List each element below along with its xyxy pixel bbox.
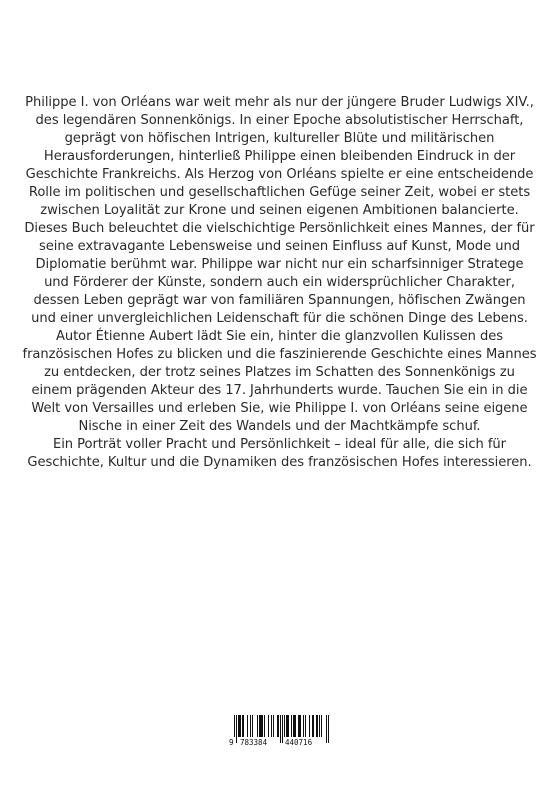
- barcode-bar: [299, 715, 300, 737]
- barcode-bar: [303, 715, 304, 737]
- barcode-bar: [277, 715, 278, 737]
- barcode-bar: [238, 715, 239, 737]
- barcode-bar: [261, 715, 262, 737]
- barcode-bar: [309, 715, 310, 737]
- barcode-bar: [268, 715, 269, 737]
- barcode-bar: [293, 715, 294, 737]
- barcode-bar: [240, 715, 241, 737]
- barcode-bar: [298, 715, 299, 737]
- barcode-bar: [291, 715, 292, 737]
- barcode-bar: [259, 715, 260, 737]
- barcode-bar: [295, 715, 296, 737]
- barcode-bar: [300, 715, 301, 737]
- blurb-paragraph-closing: Ein Porträt voller Pracht und Persönlichkeit – ideal für alle, die sich für Geschichte, Kultur und die Dynamiken des französischen Hofes interessieren.: [27, 437, 532, 470]
- barcode-digits: [228, 737, 331, 748]
- back-cover-blurb: [22, 94, 537, 472]
- barcode-bar: [284, 715, 285, 737]
- barcode-bar: [288, 715, 289, 737]
- barcode-bar: [273, 715, 274, 737]
- barcode-bar: [319, 715, 320, 737]
- barcode-bar: [287, 715, 288, 737]
- barcode-bar: [321, 715, 322, 737]
- barcode-bar: [252, 715, 253, 737]
- barcode-right-group: 440716: [285, 738, 313, 747]
- barcode-bar: [239, 715, 240, 737]
- barcode-bar: [264, 715, 265, 737]
- barcode-bar: [286, 715, 287, 737]
- barcode-bar: [243, 715, 244, 737]
- blurb-paragraph-author: Autor Étienne Aubert lädt Sie ein, hinter die glanzvollen Kulissen des französischen Hofes zu blicken und die faszinierende Geschichte eines Mannes zu entdecken, der trotz seines Platzes im Schatten des Sonnenkönigs zu einem prägenden Akteur des 17. Jahrhunderts wurde. Tauchen Sie ein in die Welt von Versailles und erleben Sie, wie Philippe I. von Orléans seine eigene Nische in einer Zeit des Wandels und der Machtkämpfe schuf.: [22, 329, 537, 434]
- barcode-lead-digit: 9: [229, 738, 234, 747]
- barcode-bar: [305, 715, 306, 737]
- barcode-bar: [247, 715, 248, 737]
- blurb-paragraph-intro: Philippe I. von Orléans war weit mehr als nur der jüngere Bruder Ludwigs XIV., des legendären Sonnenkönigs. In einer Epoche absolutistischer Herrschaft, geprägt von höfischen Intrigen, kultureller Blüte und militärischen Herausforderungen, hinterließ Philippe einen bleibenden Eindruck in der Geschichte Frankreichs. Als Herzog von Orléans spielte er eine entscheidende Rolle im politischen und gesellschaftlichen Gefüge seiner Zeit, wobei er stets zwischen Loyalität zur Krone und seinen eigenen Ambitionen balancierte. Dieses Buch beleuchtet die vielschichtige Persönlichkeit eines Mannes, der für seine extravagante Lebensweise und seinen Einfluss auf Kunst, Mode und Diplomatie berühmt war. Philippe war nicht nur ein scharfsinniger Stratege und Förderer der Künste, sondern auch ein widersprüchlicher Charakter, dessen Leben geprägt war von familiären Spannungen, höfischen Zwängen und einer unvergleichlichen Leidenschaft für die schönen Dinge des Lebens.: [24, 95, 535, 326]
- barcode-bar: [262, 715, 263, 737]
- barcode-bar: [312, 715, 313, 737]
- barcode-bar: [271, 715, 272, 737]
- barcode-bar: [250, 715, 251, 737]
- barcode-bar: [294, 715, 295, 737]
- barcode-bar: [260, 715, 261, 737]
- barcode-bar: [242, 715, 243, 737]
- isbn-barcode: [228, 715, 331, 748]
- barcode-bar: [313, 715, 314, 737]
- barcode-bar: [317, 715, 318, 737]
- barcode-bar: [316, 715, 317, 737]
- barcode-bar: [257, 715, 258, 737]
- barcode-bar: [278, 715, 279, 737]
- barcode-left-group: 783384: [240, 738, 268, 747]
